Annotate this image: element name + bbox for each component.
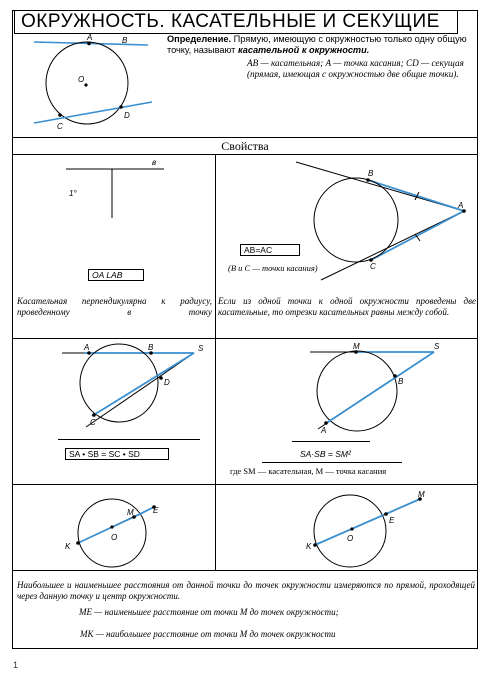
figure-distance-outside	[216, 485, 478, 569]
prop3-label-b: B	[148, 343, 154, 352]
prop4-label-m: M	[353, 342, 360, 351]
rule-row3-bottom	[12, 570, 478, 571]
prop1-box: OA LAB	[88, 269, 144, 281]
prop1-text: Касательная перпендикулярна к радиусу, проведенному в точку	[17, 296, 212, 317]
prop3-label-a: A	[84, 343, 90, 352]
prop5-label-o: O	[111, 533, 118, 542]
label-o: O	[78, 75, 85, 84]
prop2-text: Если из одной точки к одной окружности проведены две касательные, то отрезки касательных равны между собой.	[218, 296, 476, 317]
prop4-label-s: S	[434, 342, 440, 351]
prop5-label-m: M	[127, 508, 134, 517]
prop4-label-b: B	[398, 377, 404, 386]
bottom-mk: MK — наибольшее расстояние от точки M до точек окружности	[80, 629, 336, 639]
prop2-label-b: B	[368, 169, 374, 178]
prop1-label-angle: 1°	[69, 189, 77, 198]
bottom-text: Наибольшее и наименьшее расстояния от данной точки до точек окружности измеряются по прямой, проходящей через данную точку и центр окружности.	[17, 580, 475, 601]
prop4-rule	[292, 441, 370, 442]
page-number: 1	[13, 660, 19, 670]
definition-label: Определение.	[167, 34, 232, 44]
prop4-label-a: A	[321, 426, 327, 435]
prop5-label-e: E	[153, 506, 159, 515]
page-title: ОКРУЖНОСТЬ. КАСАТЕЛЬНЫЕ И СЕКУЩИЕ	[14, 10, 458, 34]
prop2-label-c: C	[370, 262, 376, 271]
figure-tangent-secant-power	[216, 339, 478, 439]
label-d: D	[124, 111, 130, 120]
prop3-label-s: S	[198, 344, 204, 353]
rule-definition-bottom	[12, 137, 478, 138]
section-header: Свойства	[221, 139, 269, 153]
figure-distance-inside	[14, 485, 214, 569]
prop6-label-m: M	[418, 490, 425, 499]
prop3-label-c: C	[90, 418, 96, 427]
definition-term: касательной к окружности.	[237, 45, 370, 56]
prop2-box: AB=AC	[240, 244, 300, 256]
prop1-label-top: в	[152, 158, 157, 167]
prop2-note: (B и C — точки касания)	[228, 263, 318, 273]
figure-secants	[14, 339, 214, 439]
prop4-formula: SA·SB = SM²	[300, 449, 351, 459]
prop6-label-o: O	[347, 534, 354, 543]
prop6-label-e: E	[389, 516, 395, 525]
prop2-label-a: A	[458, 201, 464, 210]
definition-block	[167, 34, 477, 80]
prop4-rule-2	[262, 462, 402, 463]
definition-explanation: AB — касательная; A — точка касания; CD — секущая (прямая, имеющая с окружностью две общие точки).	[247, 57, 464, 79]
rule-header-bottom	[12, 154, 478, 155]
prop5-label-k: K	[65, 542, 71, 551]
label-b: B	[122, 36, 128, 45]
prop6-label-k: K	[306, 542, 312, 551]
label-c: C	[57, 122, 63, 131]
prop4-note: где SM — касательная, M — точка касания	[230, 466, 387, 476]
prop3-formula: SA • SB = SC • SD	[65, 448, 169, 460]
prop3-label-d: D	[164, 378, 170, 387]
figure-perpendicular	[14, 156, 214, 266]
definition-text: Прямую, имеющую с окружностью только одну общую точку, называют	[167, 34, 467, 56]
bottom-me: ME — наименьшее расстояние от точки M до точек окружности;	[79, 607, 339, 617]
prop3-rule	[58, 439, 200, 440]
label-a: A	[87, 33, 93, 42]
figure-tangent-secant	[14, 30, 164, 136]
